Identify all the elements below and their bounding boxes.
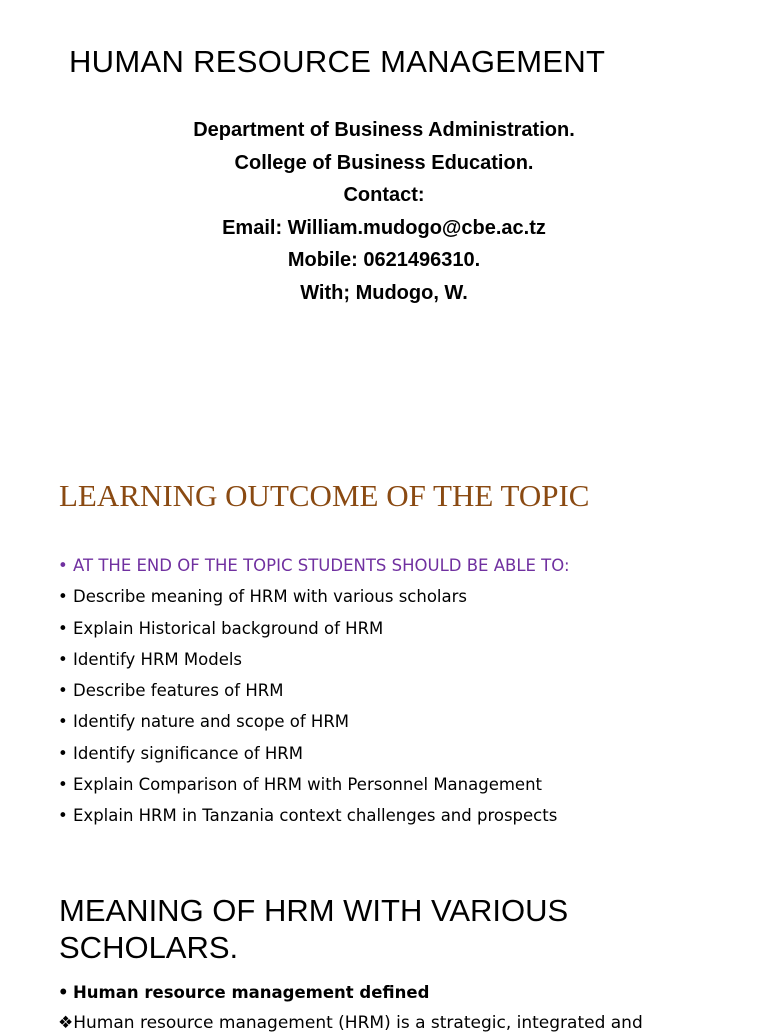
meaning-title-line-2: SCHOLARS.: [59, 930, 239, 965]
bullet-icon: •: [58, 712, 68, 732]
bullet-icon: •: [58, 618, 68, 638]
list-item: • Describe meaning of HRM with various scholars: [58, 581, 570, 612]
list-item: • Identify significance of HRM: [58, 738, 570, 769]
document-title: HUMAN RESOURCE MANAGEMENT: [69, 44, 606, 79]
mobile-line: Mobile: 0621496310.: [287, 249, 481, 271]
outcome-list: [58, 550, 570, 832]
bullet-icon: •: [58, 806, 68, 826]
meaning-title: [59, 892, 568, 966]
list-item: • Describe features of HRM: [58, 675, 570, 706]
bullet-icon: •: [58, 649, 68, 669]
outcome-lead: • AT THE END OF THE TOPIC STUDENTS SHOULD BE ABLE TO:: [58, 550, 570, 581]
college-line: College of Business Education.: [234, 151, 534, 174]
bullet-icon: •: [58, 743, 68, 763]
bullet-icon: •: [58, 983, 69, 1002]
hrm-defined-heading: • Human resource management defined: [58, 983, 430, 1002]
list-item: • Explain HRM in Tanzania context challenges and prospects: [58, 800, 570, 831]
bullet-icon: •: [58, 587, 68, 607]
contact-label: Contact:: [343, 184, 425, 206]
list-item: • Identify nature and scope of HRM: [58, 706, 570, 737]
list-item: • Explain Comparison of HRM with Personnel Management: [58, 769, 570, 800]
bullet-icon: •: [58, 556, 68, 575]
learning-outcome-title: LEARNING OUTCOME OF THE TOPIC: [59, 478, 590, 513]
hrm-definition-text: ❖Human resource management (HRM) is a strategic, integrated and: [58, 1013, 643, 1033]
contact-block: [0, 114, 768, 309]
list-item: • Explain Historical background of HRM: [58, 613, 570, 644]
list-item: • Identify HRM Models: [58, 644, 570, 675]
bullet-icon: •: [58, 775, 68, 795]
author-line: With; Mudogo, W.: [300, 281, 468, 304]
department-line: Department of Business Administration.: [193, 119, 575, 141]
email-line: Email: William.mudogo@cbe.ac.tz: [222, 216, 546, 239]
meaning-title-line-1: MEANING OF HRM WITH VARIOUS: [59, 893, 569, 928]
bullet-icon: •: [58, 681, 68, 701]
